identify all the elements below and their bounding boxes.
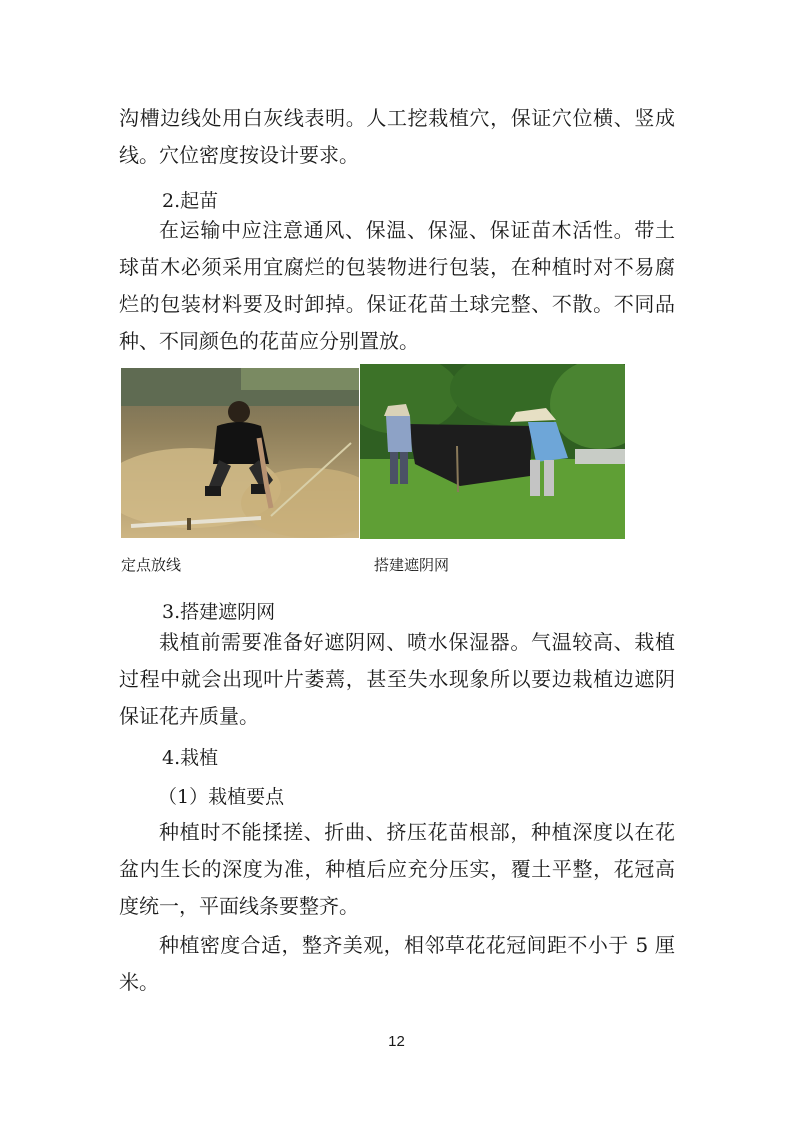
page-number: 12 [388, 1033, 405, 1050]
heading-zaizhi: 4.栽植 [162, 747, 219, 769]
heading-zheyin: 3.搭建遮阴网 [162, 601, 276, 623]
paragraph-qimiao: 在运输中应注意通风、保温、保湿、保证苗木活性。带土球苗木必须采用宜腐烂的包装物进行包装，在种植时对不易腐烂的包装材料要及时卸掉。保证花苗土球完整、不散。不同品种、不同颜色的花苗应分别置放。 [119, 218, 675, 353]
paragraph-intro: 沟槽边线处用白灰线表明。人工挖栽植穴，保证穴位横、竖成线。穴位密度按设计要求。 [119, 106, 675, 167]
heading-zaizhi-yaodian: （1）栽植要点 [158, 786, 285, 808]
photo-marking-ground [121, 368, 359, 538]
paragraph-midu: 种植密度合适，整齐美观，相邻草花花冠间距不小于 5 厘米。 [119, 933, 675, 994]
photo-shade-net [360, 364, 625, 539]
paragraph-yaodian: 种植时不能揉搓、折曲、挤压花苗根部，种植深度以在花盆内生长的深度为准，种植后应充分压实，覆土平整，花冠高度统一，平面线条要整齐。 [119, 820, 675, 918]
caption-shade-net: 搭建遮阴网 [374, 557, 450, 574]
paragraph-zheyin: 栽植前需要准备好遮阴网、喷水保湿器。气温较高、栽植过程中就会出现叶片萎蔫，甚至失水现象所以要边栽植边遮阴保证花卉质量。 [119, 630, 675, 728]
heading-qimiao: 2.起苗 [162, 190, 219, 212]
caption-marking-ground: 定点放线 [121, 557, 182, 574]
